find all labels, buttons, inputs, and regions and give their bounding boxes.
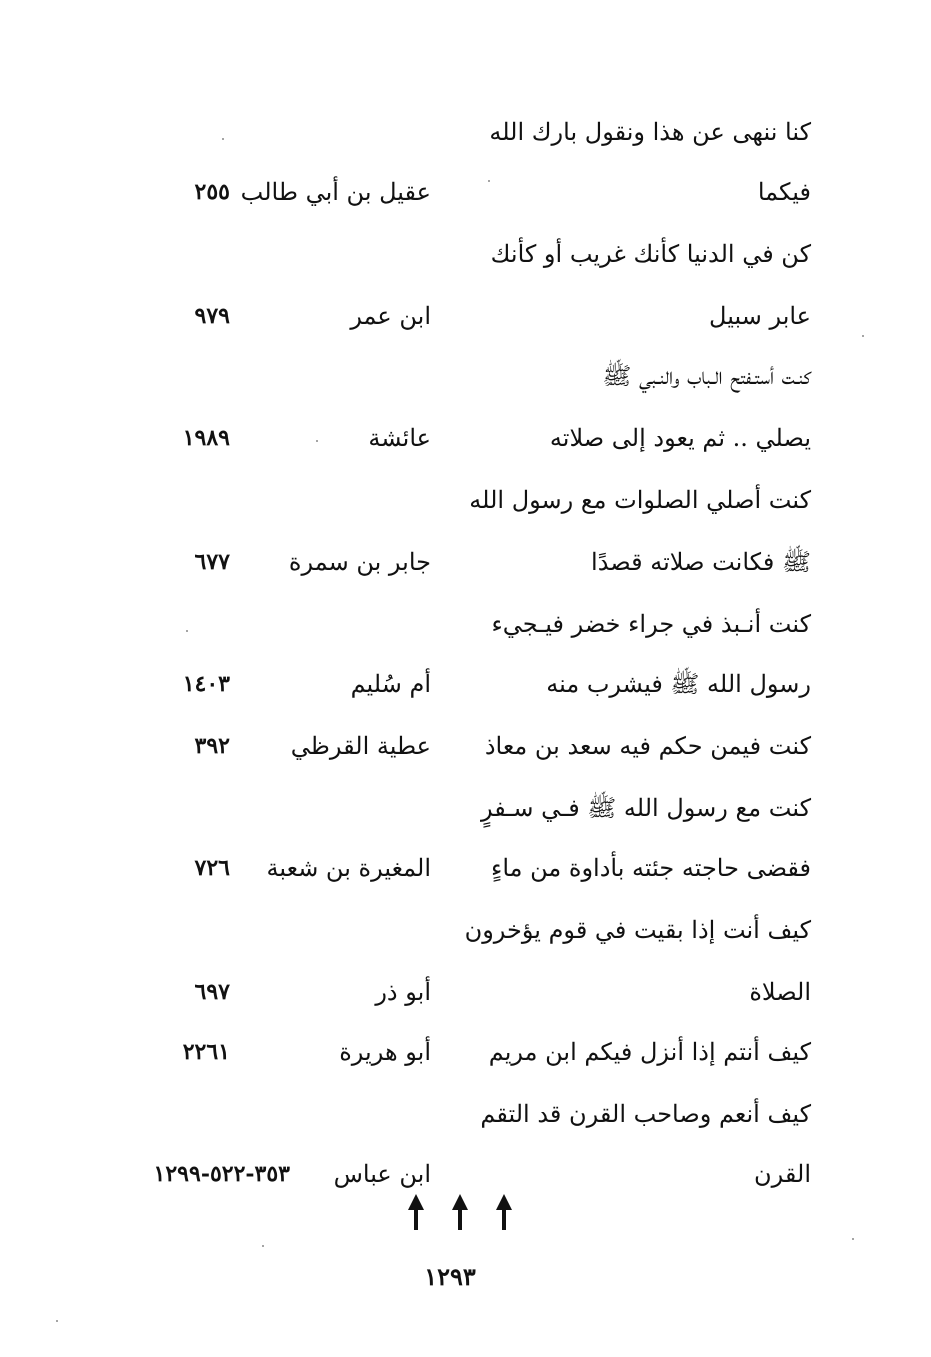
hadith-number: ٢٥٥ (194, 179, 230, 205)
narrator: عقيل بن أبي طالب (240, 178, 431, 206)
narrator: المغيرة بن شعبة (266, 854, 431, 882)
narrator: جابر بن سمرة (288, 548, 431, 576)
arrow-up-icon (449, 1192, 471, 1232)
entry-row (0, 1094, 931, 1134)
scan-speck (316, 440, 318, 442)
hadith-text: ﷺ فكانت صلاته قصدًا (591, 548, 811, 576)
hadith-text: الصلاة (749, 978, 811, 1006)
hadith-number: ١٩٨٩ (182, 425, 230, 451)
hadith-text: كيف أنت إذا بقيت في قوم يؤخرون (464, 916, 811, 944)
hadith-number: ٦٧٧ (194, 549, 230, 575)
entry-row (0, 788, 931, 828)
hadith-text: كنت أنـبذ في جراء خضر فيـجيء (491, 610, 811, 638)
entry-row (0, 418, 931, 458)
entry-row (0, 604, 931, 644)
narrator: ابن عباس (333, 1160, 431, 1188)
entry-row (0, 480, 931, 520)
entry-row (0, 296, 931, 336)
entry-row (0, 542, 931, 582)
hadith-number: ٦٩٧ (194, 979, 230, 1005)
narrator: أبو ذر (375, 978, 431, 1006)
entry-row (0, 972, 931, 1012)
hadith-text: فقضى حاجته جئته بأداوة من ماءٍ (491, 854, 811, 882)
scan-speck (186, 630, 188, 632)
hadith-text: كنا ننهى عن هذا ونقول بارك الله (489, 118, 811, 146)
hadith-text: كنت فيمن حكم فيه سعد بن معاذ (484, 732, 811, 760)
hadith-text: عابر سبيل (709, 302, 811, 330)
entry-row (0, 910, 931, 950)
scan-speck (262, 1245, 264, 1247)
hadith-text: فيكما (757, 178, 811, 206)
hadith-text: كن في الدنيا كأنك غريب أو كأنك (490, 240, 811, 268)
hadith-text: رسول الله ﷺ فيشرب منه (546, 670, 811, 698)
entry-row (0, 726, 931, 766)
hadith-number: ٣٥٣-٥٢٢-١٢٩٩ (153, 1161, 290, 1187)
narrator: ابن عمر (350, 302, 431, 330)
narrator: أم سُليم (350, 670, 431, 698)
scan-speck (488, 180, 490, 182)
scan-speck (222, 138, 224, 140)
entry-row (0, 234, 931, 274)
hadith-number: ١٤٠٣ (182, 671, 230, 697)
hadith-number: ٢٢٦١ (182, 1039, 230, 1065)
entry-row (0, 1154, 931, 1194)
entry-row (0, 664, 931, 704)
hadith-text: كنت مع رسول الله ﷺ فـي سـفرٍ (481, 794, 811, 822)
hadith-number: ٣٩٢ (194, 733, 230, 759)
entry-row (0, 848, 931, 888)
hadith-number: ٧٢٦ (194, 855, 230, 881)
hadith-text: كنت أصلي الصلوات مع رسول الله (469, 486, 811, 514)
three-arrow-ornament-icon (405, 1192, 515, 1234)
narrator: عطية القرظي (290, 732, 431, 760)
narrator: أبو هريرة (339, 1038, 431, 1066)
entry-row (0, 1032, 931, 1072)
hadith-text: كيف أنعم وصاحب القرن قد التقم (480, 1100, 811, 1128)
arrow-up-icon (493, 1192, 515, 1232)
narrator: عائشة (368, 424, 431, 452)
hadith-text: القرن (754, 1160, 811, 1188)
hadith-number: ٩٧٩ (194, 303, 230, 329)
scan-speck (56, 1320, 58, 1322)
scan-speck (852, 1238, 854, 1240)
page-number: ١٢٩٣ (424, 1262, 476, 1291)
hadith-text: يصلي .. ثم يعود إلى صلاته (549, 424, 811, 452)
entry-row (0, 112, 931, 152)
entry-row (0, 356, 931, 396)
scan-speck (862, 335, 864, 337)
hadith-text: كنـت أستـفتح الـباب والنـبي ﷺ (602, 362, 811, 390)
arrow-up-icon (405, 1192, 427, 1232)
entry-row (0, 172, 931, 212)
hadith-text: كيف أنتم إذا أنزل فيكم ابن مريم (488, 1038, 811, 1066)
